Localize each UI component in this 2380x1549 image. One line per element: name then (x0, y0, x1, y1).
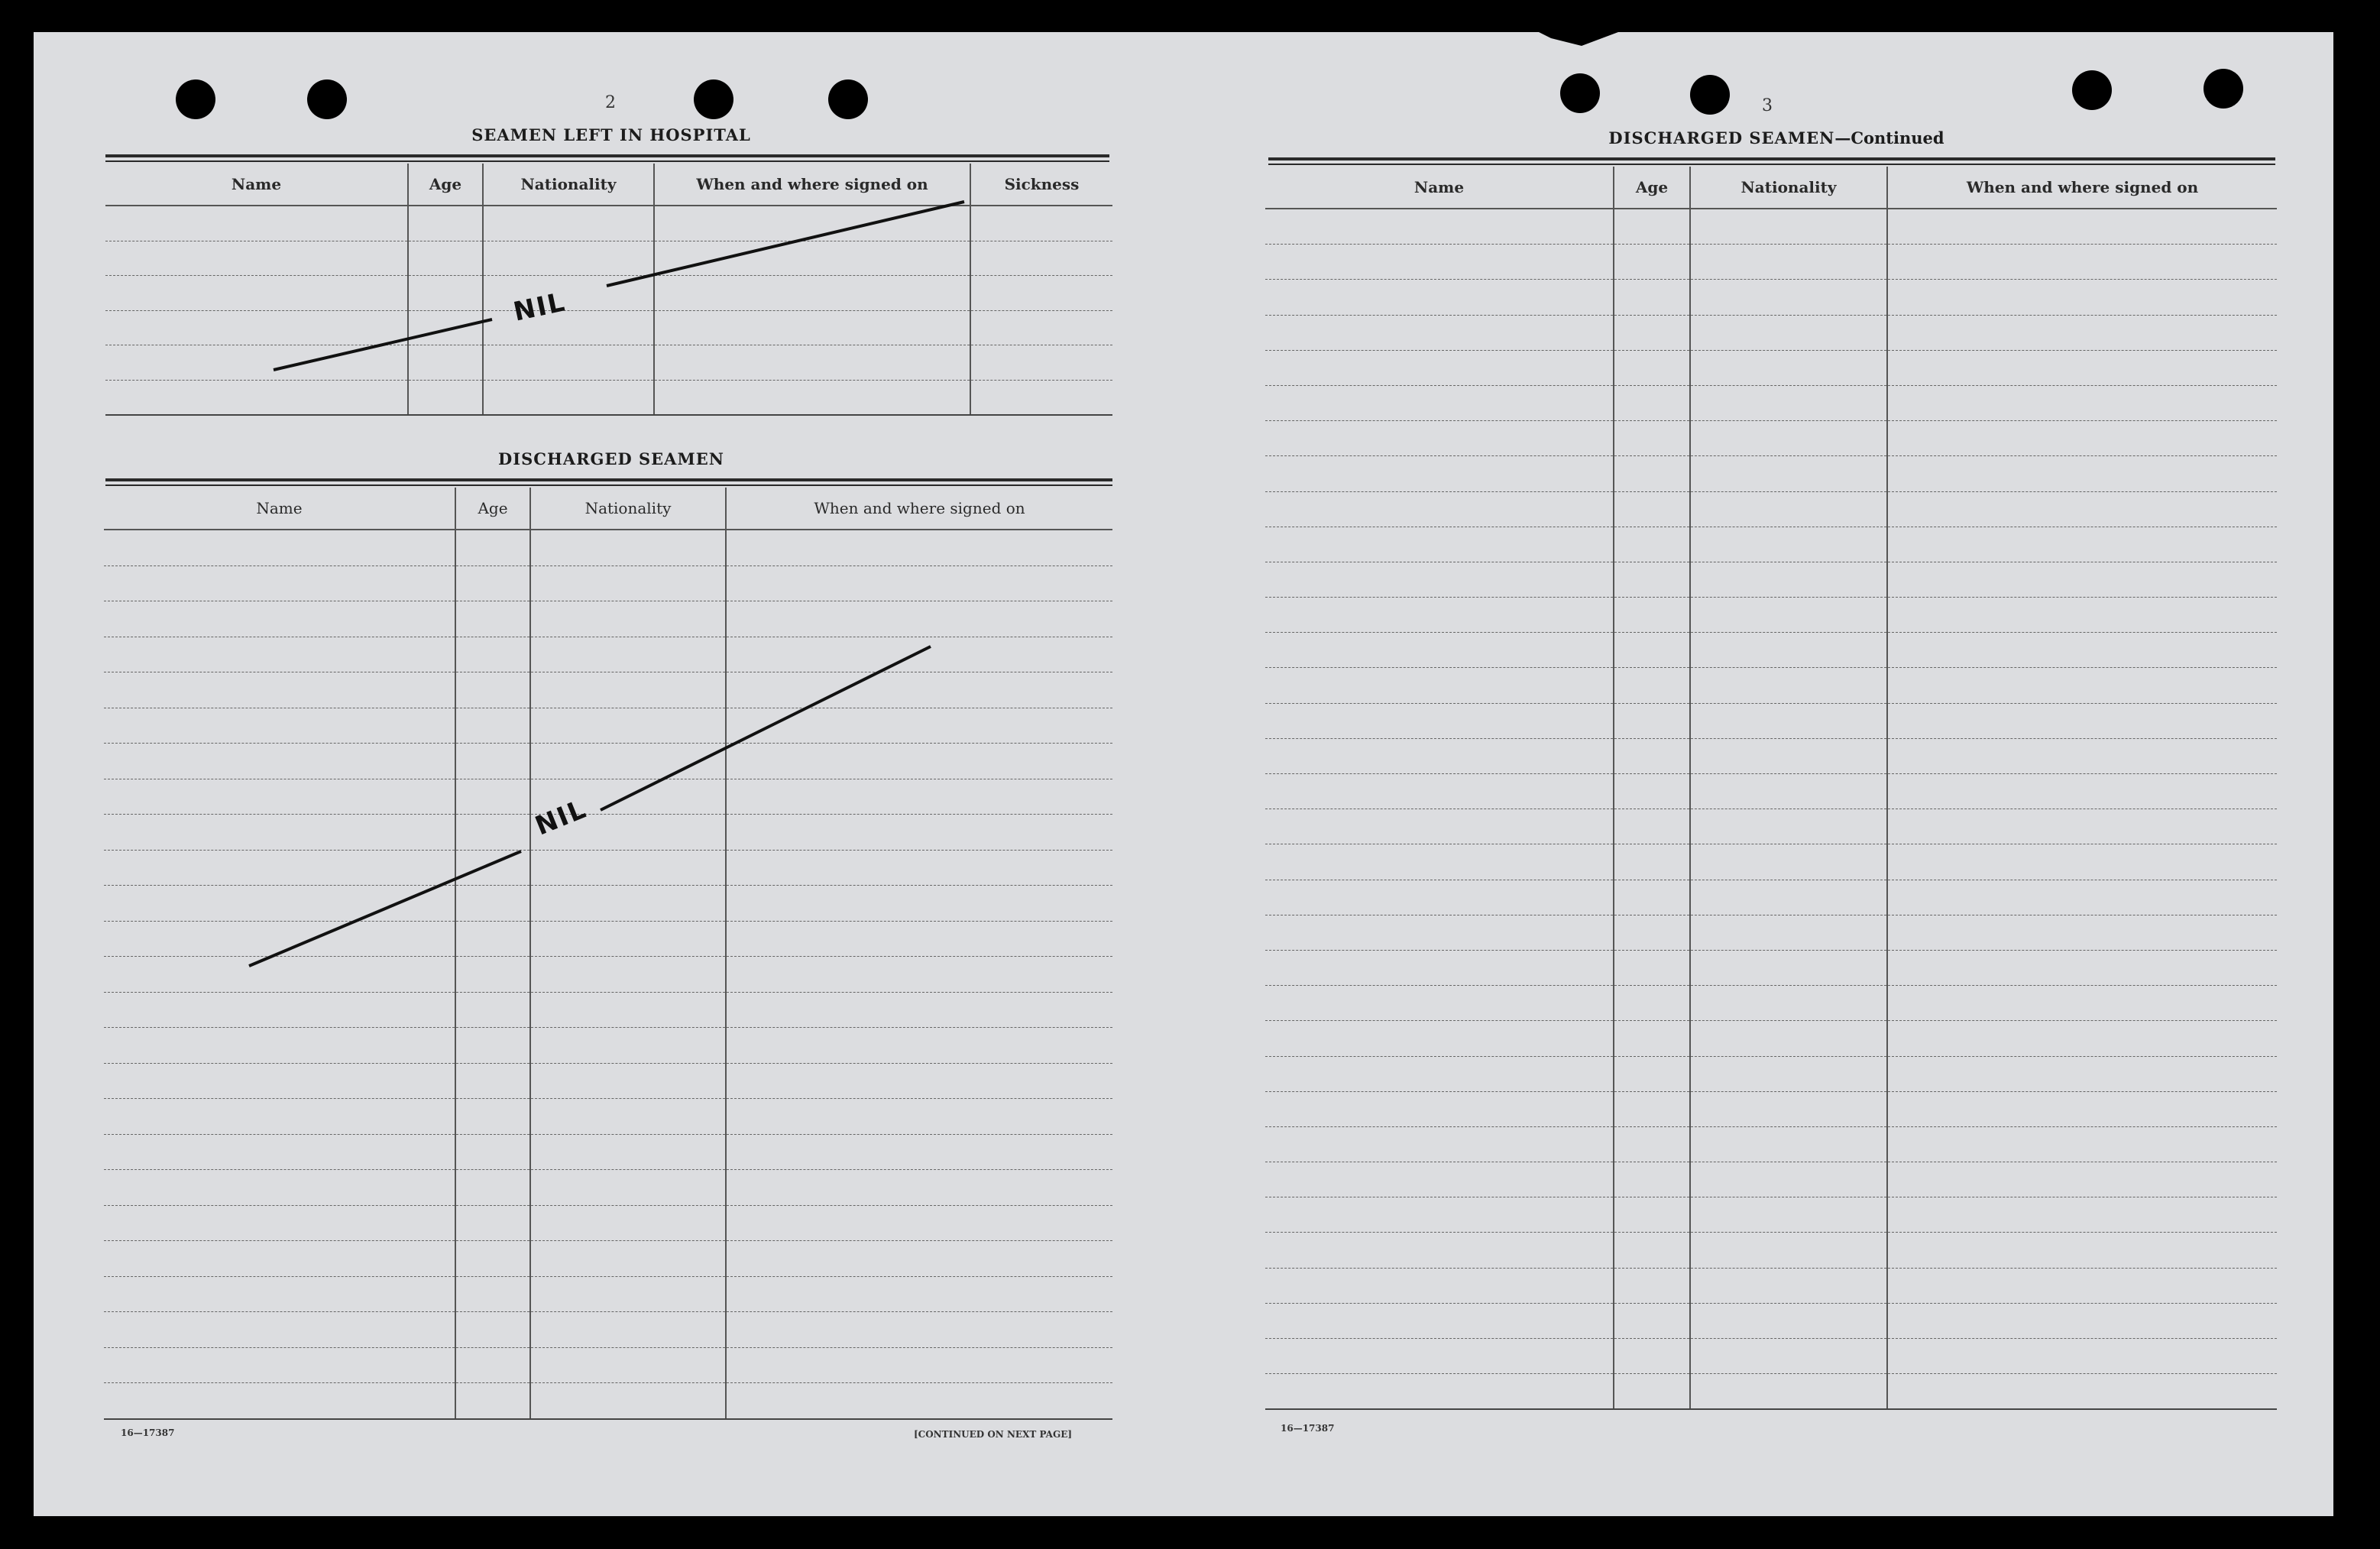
nil-annotation: NIL (531, 793, 591, 842)
column-header-nationality: Nationality (530, 488, 726, 530)
column-header-signed-on: When and where signed on (654, 164, 970, 206)
form-number-right: 16—17387 (1281, 1423, 1335, 1434)
column-header-signed-on: When and where signed on (726, 488, 1112, 530)
column-header-age: Age (408, 164, 483, 206)
column-header-age: Age (455, 488, 530, 530)
column-header-signed-on: When and where signed on (1887, 167, 2277, 209)
title-main: DISCHARGED SEAMEN (1608, 128, 1835, 147)
nil-strike-line (601, 646, 931, 810)
nil-strike-line (274, 319, 492, 370)
form-number-left: 16—17387 (121, 1427, 175, 1438)
column-header-sickness: Sickness (970, 164, 1112, 206)
hospital-section-title: SEAMEN LEFT IN HOSPITAL (471, 125, 751, 144)
column-header-name: Name (105, 164, 408, 206)
page-number-right: 3 (1762, 96, 1773, 115)
discharged-section-title: DISCHARGED SEAMEN (498, 449, 724, 468)
column-header-name: Name (1265, 167, 1614, 209)
page-number-left: 2 (605, 93, 616, 112)
nil-strike-line (607, 202, 964, 286)
continued-note: [CONTINUED ON NEXT PAGE] (914, 1429, 1073, 1440)
column-header-age: Age (1614, 167, 1690, 209)
title-continued: —Continued (1834, 128, 1944, 147)
nil-strike-line (249, 851, 521, 966)
column-header-nationality: Nationality (483, 164, 654, 206)
column-header-nationality: Nationality (1690, 167, 1887, 209)
column-header-name: Name (104, 488, 455, 530)
nil-annotation: NIL (510, 287, 569, 328)
